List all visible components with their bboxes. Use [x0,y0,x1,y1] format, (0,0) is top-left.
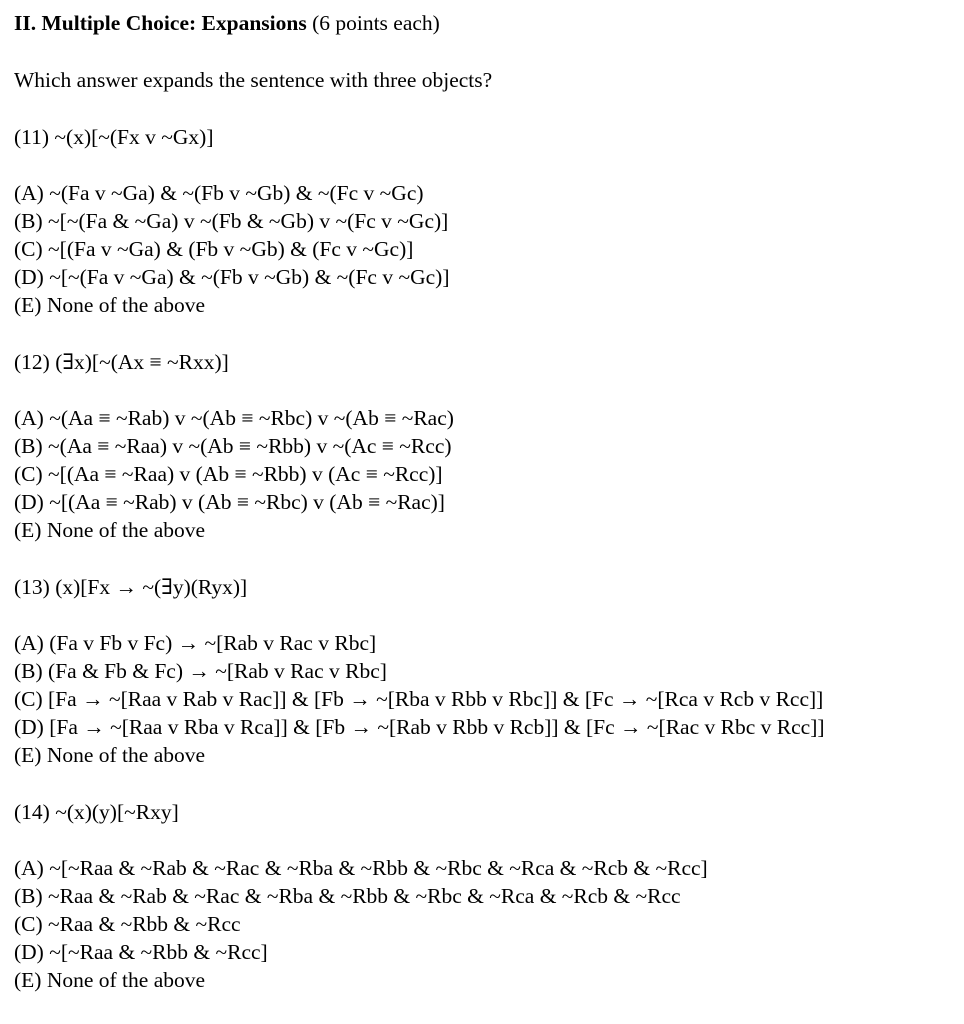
option-e: (E) None of the above [14,743,206,767]
question-stem: (13) (x)[Fx → ~(∃y)(Ryx)] [14,575,248,599]
option-e: (E) None of the above [14,293,206,317]
option-c: (C) ~[(Fa v ~Ga) & (Fb v ~Gb) & (Fc v ~Gc)] [14,237,414,261]
question-stem: (12) (∃x)[~(Ax ≡ ~Rxx)] [14,350,229,374]
section-title: II. Multiple Choice: Expansions [14,11,307,35]
question-13 [14,573,964,769]
option-c: (C) ~Raa & ~Rbb & ~Rcc [14,912,241,936]
instruction-text: Which answer expands the sentence with three objects? [14,68,493,92]
option-b: (B) ~(Aa ≡ ~Raa) v ~(Ab ≡ ~Rbb) v ~(Ac ≡ ~Rcc) [14,434,452,458]
option-b: (B) ~Raa & ~Rab & ~Rac & ~Rba & ~Rbb & ~Rbc & ~Rca & ~Rcb & ~Rcc [14,884,681,908]
question-11 [14,123,964,319]
question-14 [14,798,964,994]
question-stem: (14) ~(x)(y)[~Rxy] [14,800,179,824]
option-d: (D) [Fa → ~[Raa v Rba v Rca]] & [Fb → ~[Rab v Rbb v Rcb]] & [Fc → ~[Rac v Rbc v Rcc]] [14,715,825,739]
option-e: (E) None of the above [14,968,206,992]
section-heading [14,9,964,37]
option-c: (C) ~[(Aa ≡ ~Raa) v (Ab ≡ ~Rbb) v (Ac ≡ ~Rcc)] [14,462,443,486]
option-d: (D) ~[(Aa ≡ ~Rab) v (Ab ≡ ~Rbc) v (Ab ≡ ~Rac)] [14,490,445,514]
option-b: (B) (Fa & Fb & Fc) → ~[Rab v Rac v Rbc] [14,659,387,683]
option-d: (D) ~[~Raa & ~Rbb & ~Rcc] [14,940,268,964]
option-a: (A) ~(Aa ≡ ~Rab) v ~(Ab ≡ ~Rbc) v ~(Ab ≡ ~Rac) [14,406,454,430]
option-a: (A) ~[~Raa & ~Rab & ~Rac & ~Rba & ~Rbb & ~Rbc & ~Rca & ~Rcb & ~Rcc] [14,856,708,880]
option-b: (B) ~[~(Fa & ~Ga) v ~(Fb & ~Gb) v ~(Fc v ~Gc)] [14,209,449,233]
option-e: (E) None of the above [14,518,206,542]
question-12 [14,348,964,544]
option-a: (A) ~(Fa v ~Ga) & ~(Fb v ~Gb) & ~(Fc v ~Gc) [14,181,424,205]
option-d: (D) ~[~(Fa v ~Ga) & ~(Fb v ~Gb) & ~(Fc v ~Gc)] [14,265,450,289]
section-points: (6 points each) [306,11,440,35]
question-stem: (11) ~(x)[~(Fx v ~Gx)] [14,125,214,149]
option-c: (C) [Fa → ~[Raa v Rab v Rac]] & [Fb → ~[Rba v Rbb v Rbc]] & [Fc → ~[Rca v Rcb v Rcc]] [14,687,824,711]
option-a: (A) (Fa v Fb v Fc) → ~[Rab v Rac v Rbc] [14,631,377,655]
